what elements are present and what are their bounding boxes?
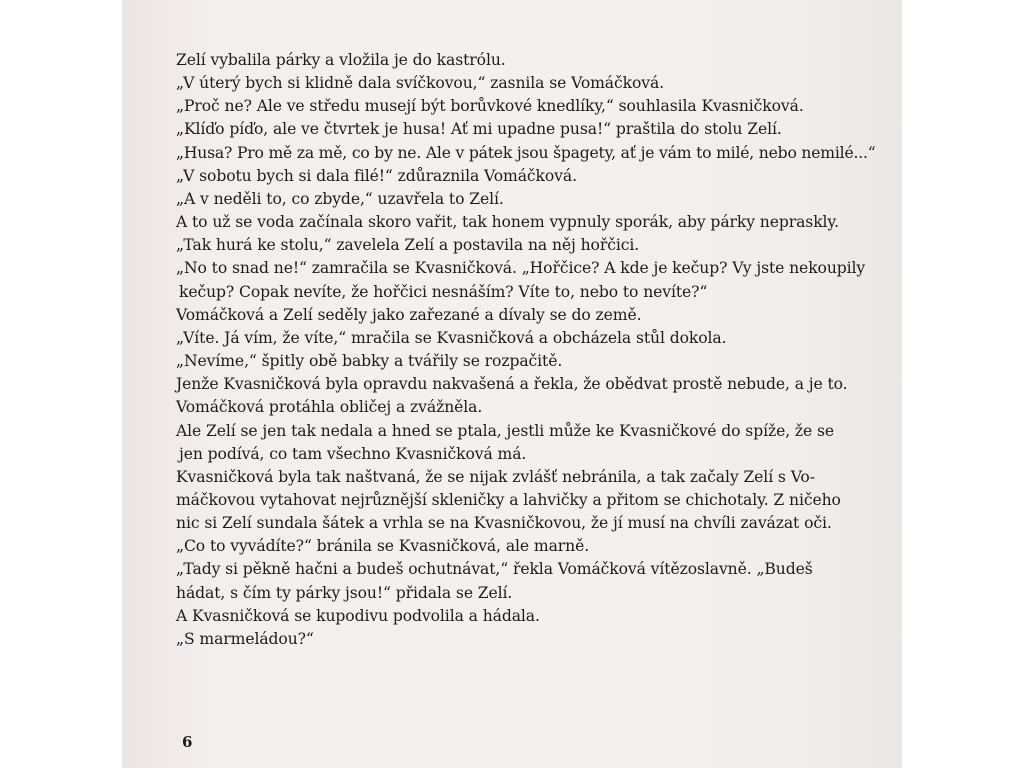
page-number: 6 <box>182 733 193 751</box>
text-line: hádat, s čím ty párky jsou!“ přidala se Zelí. <box>176 583 513 602</box>
text-line: „Nevíme,“ špitly obě babky a tvářily se rozpačitě. <box>176 352 563 371</box>
text-line: A to už se voda začínala skoro vařit, tak honem vypnuly sporák, aby párky nepraskly. <box>176 213 839 232</box>
text-line: nic si Zelí sundala šátek a vrhla se na Kvasničkovou, že jí musí na chvíli zavázat oči. <box>176 514 832 533</box>
text-line: Vomáčková a Zelí seděly jako zařezané a dívaly se do země. <box>176 305 642 324</box>
text-line: „S marmeládou?“ <box>176 629 314 648</box>
text-line: Vomáčková protáhla obličej a zvážněla. <box>176 398 483 417</box>
text-line: „Tady si pěkně hačni a budeš ochutnávat,“ řekla Vomáčková vítězoslavně. „Budeš <box>176 560 813 579</box>
text-line: Kvasničková byla tak naštvaná, že se nijak zvlášť nebránila, a tak začaly Zelí s Vo- <box>176 467 815 486</box>
text-line: máčkovou vytahovat nejrůznější skleničky a lahvičky a přitom se chichotaly. Z ničeho <box>176 490 841 509</box>
text-line: kečup? Copak nevíte, že hořčici nesnáším? Víte to, nebo to nevíte?“ <box>179 282 708 301</box>
text-line: „No to snad ne!“ zamračila se Kvasničková. „Hořčice? A kde je kečup? Vy jste nekoupily <box>176 259 866 278</box>
text-line: „Klíďo píďo, ale ve čtvrtek je husa! Ať mi upadne pusa!“ praštila do stolu Zelí. <box>176 120 782 139</box>
text-line: „Husa? Pro mě za mě, co by ne. Ale v pátek jsou špagety, ať je vám to milé, nebo nemilé...“ <box>176 143 876 162</box>
text-line: A Kvasničková se kupodivu podvolila a hádala. <box>176 606 540 625</box>
book-page <box>122 0 902 768</box>
text-line: „A v neděli to, co zbyde,“ uzavřela to Zelí. <box>176 189 504 208</box>
page-text <box>176 49 876 651</box>
text-line: „Proč ne? Ale ve středu musejí být borůvkové knedlíky,“ souhlasila Kvasničková. <box>176 97 804 116</box>
text-line: „Co to vyvádíte?“ bránila se Kvasničková, ale marně. <box>176 537 590 556</box>
text-line: „Víte. Já vím, že víte,“ mračila se Kvasničková a obcházela stůl dokola. <box>176 328 727 347</box>
text-line: „Tak hurá ke stolu,“ zavelela Zelí a postavila na něj hořčici. <box>176 236 640 255</box>
text-line: Jenže Kvasničková byla opravdu nakvašená a řekla, že obědvat prostě nebude, a je to. <box>176 375 848 394</box>
text-line: „V sobotu bych si dala filé!“ zdůraznila Vomáčková. <box>176 166 577 185</box>
text-line: jen podívá, co tam všechno Kvasničková má. <box>179 444 527 463</box>
text-line: Zelí vybalila párky a vložila je do kastrólu. <box>176 51 506 69</box>
text-line: Ale Zelí se jen tak nedala a hned se ptala, jestli může ke Kvasničkové do spíže, že se <box>176 421 835 440</box>
text-line: „V úterý bych si klidně dala svíčkovou,“ zasnila se Vomáčková. <box>176 74 665 93</box>
